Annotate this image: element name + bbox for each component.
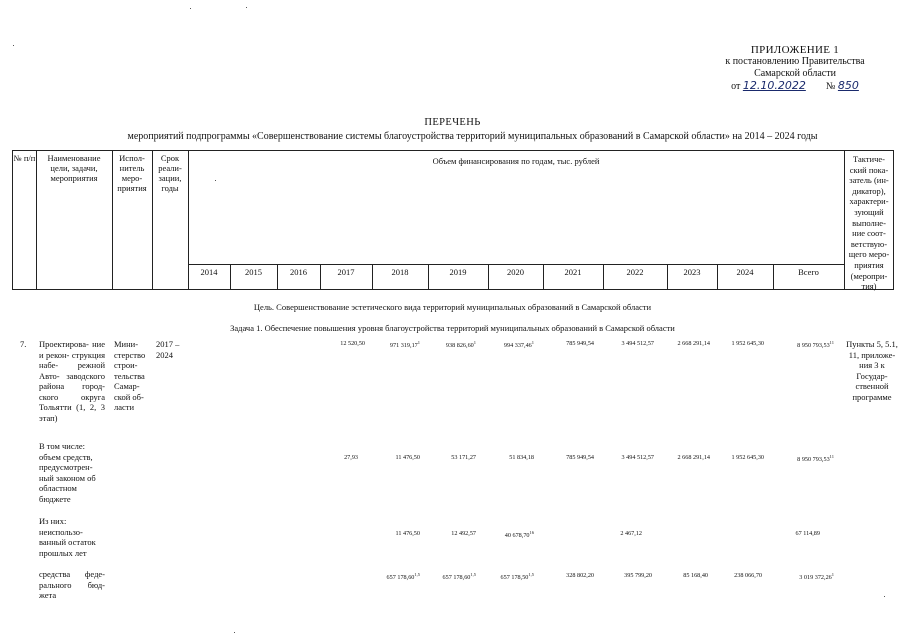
goal-heading: Цель. Совершенствование эстетического вида территорий муниципальных образований в Самарской области bbox=[253, 302, 652, 312]
year-label: 2015 bbox=[245, 267, 262, 277]
header-executor: Испол- нитель меро- приятия bbox=[117, 153, 147, 193]
approval-line-2: Самарской области bbox=[754, 68, 836, 79]
row-number: 7. bbox=[20, 339, 27, 349]
value-2022: 3 494 512,57 bbox=[621, 454, 654, 461]
value-2018: 11 476,50 bbox=[395, 454, 420, 461]
year-label: 2022 bbox=[626, 267, 644, 277]
header-name: Наименование цели, задачи, мероприятия bbox=[47, 153, 101, 183]
col-divider bbox=[844, 150, 845, 290]
value-2019: 938 826,60$^1$ bbox=[445, 340, 476, 350]
sub-row-name: Из них: неиспользо- ванный остаток прошлых лет bbox=[39, 516, 96, 558]
col-divider bbox=[36, 150, 37, 290]
header-number: № п/п bbox=[13, 153, 36, 163]
value-2018: 971 319,17$^1$ bbox=[389, 340, 420, 350]
value-2021: 328 802,20 bbox=[566, 572, 594, 579]
value-2020: 657 178,50$^{1,5}$ bbox=[500, 572, 534, 582]
years-row-border bbox=[188, 264, 844, 265]
document-subtitle: мероприятий подпрограммы «Совершенствование системы благоустройства территорий муниципальных образований в Самарской области» на 2014 – 2024 годы bbox=[127, 131, 818, 142]
scan-speck bbox=[13, 45, 14, 46]
value-2017: 12 520,50 bbox=[340, 340, 365, 347]
value-2024: 1 952 645,30 bbox=[731, 454, 764, 461]
handwritten-date: 12.10.2022 bbox=[742, 79, 806, 92]
header-term: Срок реали- зации, годы bbox=[158, 153, 182, 193]
value-2023: 85 168,40 bbox=[683, 572, 708, 579]
header-top-border bbox=[12, 150, 894, 151]
header-bottom-border bbox=[12, 289, 894, 290]
date-prefix: от bbox=[731, 81, 741, 92]
approval-block bbox=[700, 44, 890, 93]
scan-speck bbox=[190, 8, 191, 9]
sub-row-name: средства феде- рального бюд- жета bbox=[39, 569, 105, 600]
value-2019: 12 492,57 bbox=[451, 530, 476, 537]
value-2020: 51 834,18 bbox=[509, 454, 534, 461]
value-2020: 994 337,46$^1$ bbox=[503, 340, 534, 350]
col-divider bbox=[12, 150, 13, 290]
indicator-reference: Пункты 5, 5.1, 11, приложе- ния 3 к Государ- ственной программе bbox=[846, 339, 898, 402]
value-2024: 238 066,70 bbox=[734, 572, 762, 579]
header-indicator: Тактиче- ский пока- затель (ин- дикатор), характери- зующий выполне- ние соот- ветствую- щего меро- приятия (меропри- тия) bbox=[848, 154, 890, 292]
value-total: 8 950 793,53$^{11}$ bbox=[797, 454, 834, 464]
header-financing: Объем финансирования по годам, тыс. рублей bbox=[432, 156, 600, 166]
number-prefix: № bbox=[825, 81, 836, 92]
year-label-total: Всего bbox=[798, 267, 819, 277]
value-2022: 3 494 512,57 bbox=[621, 340, 654, 347]
value-2022: 395 799,20 bbox=[624, 572, 652, 579]
year-label: 2020 bbox=[507, 267, 524, 277]
measure-name: Проектирова- ние и рекон- струкция набе- режной Авто- заводского района город- ского округа Тольятти (1, 2, 3 этап) bbox=[39, 339, 105, 423]
approval-date-line bbox=[700, 80, 890, 93]
value-2019: 53 171,27 bbox=[451, 454, 476, 461]
year-label: 2023 bbox=[683, 267, 701, 277]
sub-row-name: В том числе: объем средств, предусмотрен- ный законом об областном бюджете bbox=[39, 441, 96, 504]
col-divider bbox=[893, 150, 894, 290]
value-2021: 785 949,54 bbox=[566, 340, 594, 347]
handwritten-number: 850 bbox=[837, 79, 859, 92]
year-label: 2016 bbox=[290, 267, 307, 277]
scan-speck bbox=[234, 632, 235, 633]
value-total: 8 950 793,53$^{11}$ bbox=[797, 340, 834, 350]
value-2019: 657 178,60$^{1,5}$ bbox=[442, 572, 476, 582]
value-2024: 1 952 645,30 bbox=[731, 340, 764, 347]
table-header bbox=[12, 150, 894, 290]
value-2023: 2 668 291,14 bbox=[677, 340, 710, 347]
value-2018: 11 476,50 bbox=[395, 530, 420, 537]
document-title: ПЕРЕЧЕНЬ bbox=[424, 117, 481, 128]
scan-speck bbox=[215, 180, 216, 181]
year-label: 2019 bbox=[449, 267, 467, 277]
value-total: 67 114,89 bbox=[795, 530, 820, 537]
year-label: 2018 bbox=[391, 267, 409, 277]
task-heading: Задача 1. Обеспечение повышения уровня благоустройства территорий муниципальных образований в Самарской области bbox=[230, 323, 675, 333]
value-2018: 657 178,60$^{1,5}$ bbox=[386, 572, 420, 582]
year-label: 2014 bbox=[200, 267, 218, 277]
value-2020: 40 678,70$^{16}$ bbox=[504, 530, 534, 540]
approval-line-1: к постановлению Правительства bbox=[725, 56, 865, 67]
measure-term: 2017 – 2024 bbox=[156, 339, 180, 360]
measure-executor: Мини- стерство строи- тельства Самар- ской об- ласти bbox=[114, 339, 146, 412]
scan-speck bbox=[246, 7, 247, 8]
value-2022: 2 467,12 bbox=[620, 530, 642, 537]
scan-speck bbox=[884, 596, 885, 597]
appendix-title: ПРИЛОЖЕНИЕ 1 bbox=[750, 44, 840, 56]
year-label: 2024 bbox=[736, 267, 754, 277]
year-label: 2017 bbox=[337, 267, 355, 277]
value-total: 3 019 372,26$^1$ bbox=[799, 572, 834, 582]
year-label: 2021 bbox=[564, 267, 582, 277]
value-2023: 2 668 291,14 bbox=[677, 454, 710, 461]
value-2017: 27,93 bbox=[344, 454, 358, 461]
value-2021: 785 949,54 bbox=[566, 454, 594, 461]
